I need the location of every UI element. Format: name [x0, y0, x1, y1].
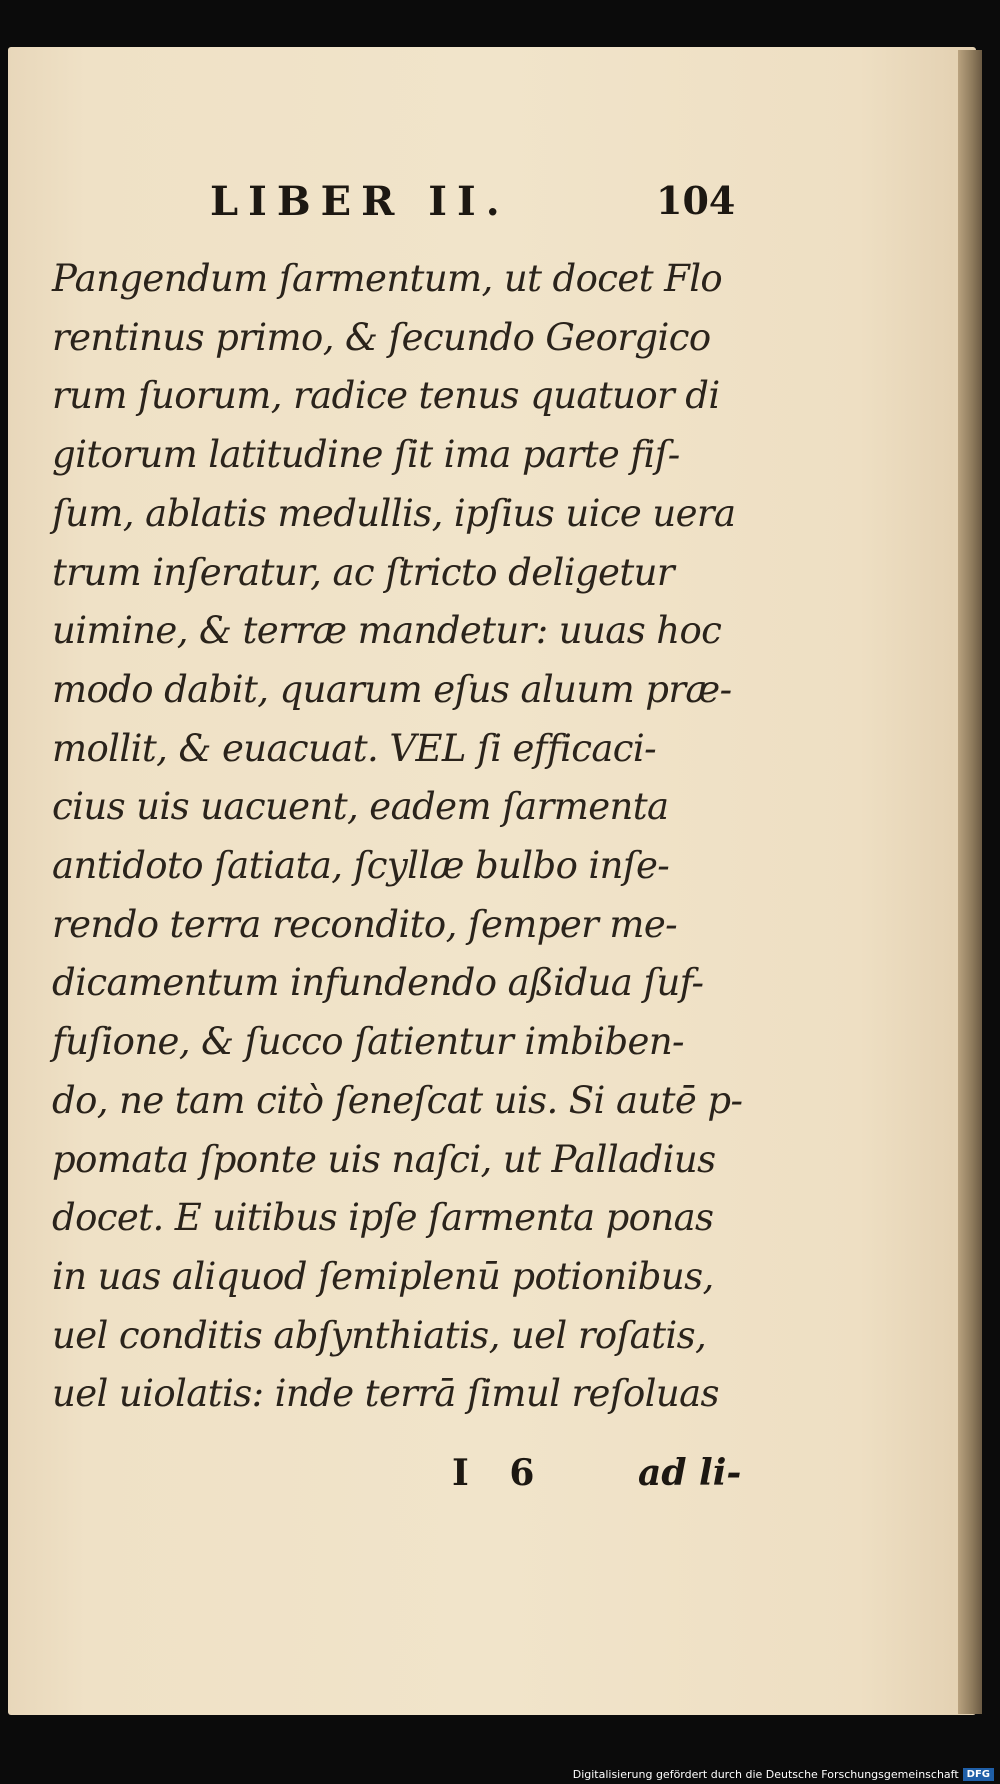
page-footer [0, 1452, 1000, 1512]
catchword: ad li- [638, 1452, 742, 1494]
text-line: in uas aliquod ſemiplenū potionibus, [52, 1254, 714, 1298]
text-line: rendo terra recondito, ſemper me- [52, 902, 678, 946]
dfg-logo-icon: DFG [963, 1768, 994, 1781]
text-line: antidoto ſatiata, ſcyllæ bulbo inſe- [52, 844, 670, 888]
text-line: fuſione, & ſucco ſatientur imbiben- [52, 1020, 684, 1064]
text-line: ſum, ablatis medullis, ipſius uice uera [52, 491, 736, 535]
running-title: LIBER II. [210, 178, 510, 225]
text-line: uel conditis abſynthiatis, uel roſatis, [52, 1313, 707, 1357]
text-line: uel uiolatis: inde terrā ſimul reſoluas [52, 1372, 719, 1416]
text-line: uimine, & terræ mandetur: uuas hoc [52, 609, 722, 653]
text-line: pomata ſponte uis naſci, ut Palladius [52, 1137, 716, 1181]
text-line: modo dabit, quarum eſus aluum præ- [52, 667, 732, 711]
page-number: 104 [656, 178, 736, 223]
text-line: rentinus primo, & ſecundo Georgico [52, 315, 711, 359]
digitization-credit [573, 1768, 994, 1781]
text-block [52, 250, 742, 1424]
text-line: gitorum latitudine ſit ima parte fiſ- [52, 433, 680, 477]
signature-mark: I 6 [452, 1452, 549, 1494]
text-line: docet. E uitibus ipſe ſarmenta ponas [52, 1196, 714, 1240]
page-header [0, 178, 1000, 238]
credit-text: Digitalisierung gefördert durch die Deutsche Forschungsgemeinschaft [572, 1768, 959, 1781]
text-line: rum ſuorum, radice tenus quatuor di [52, 374, 720, 418]
text-line: Pangendum ſarmentum, ut docet Flo [52, 257, 723, 300]
text-line: cius uis uacuent, eadem ſarmenta [52, 785, 669, 829]
text-line: mollit, & euacuat. VEL ſi efficaci- [52, 726, 657, 770]
text-line: trum inſeratur, ac ſtricto deligetur [52, 550, 674, 594]
text-line: dicamentum infundendo aßidua ſuf- [52, 961, 704, 1005]
text-line: do, ne tam citò ſeneſcat uis. Si autē p- [52, 1078, 743, 1122]
scan-bar [0, 1718, 1000, 1764]
